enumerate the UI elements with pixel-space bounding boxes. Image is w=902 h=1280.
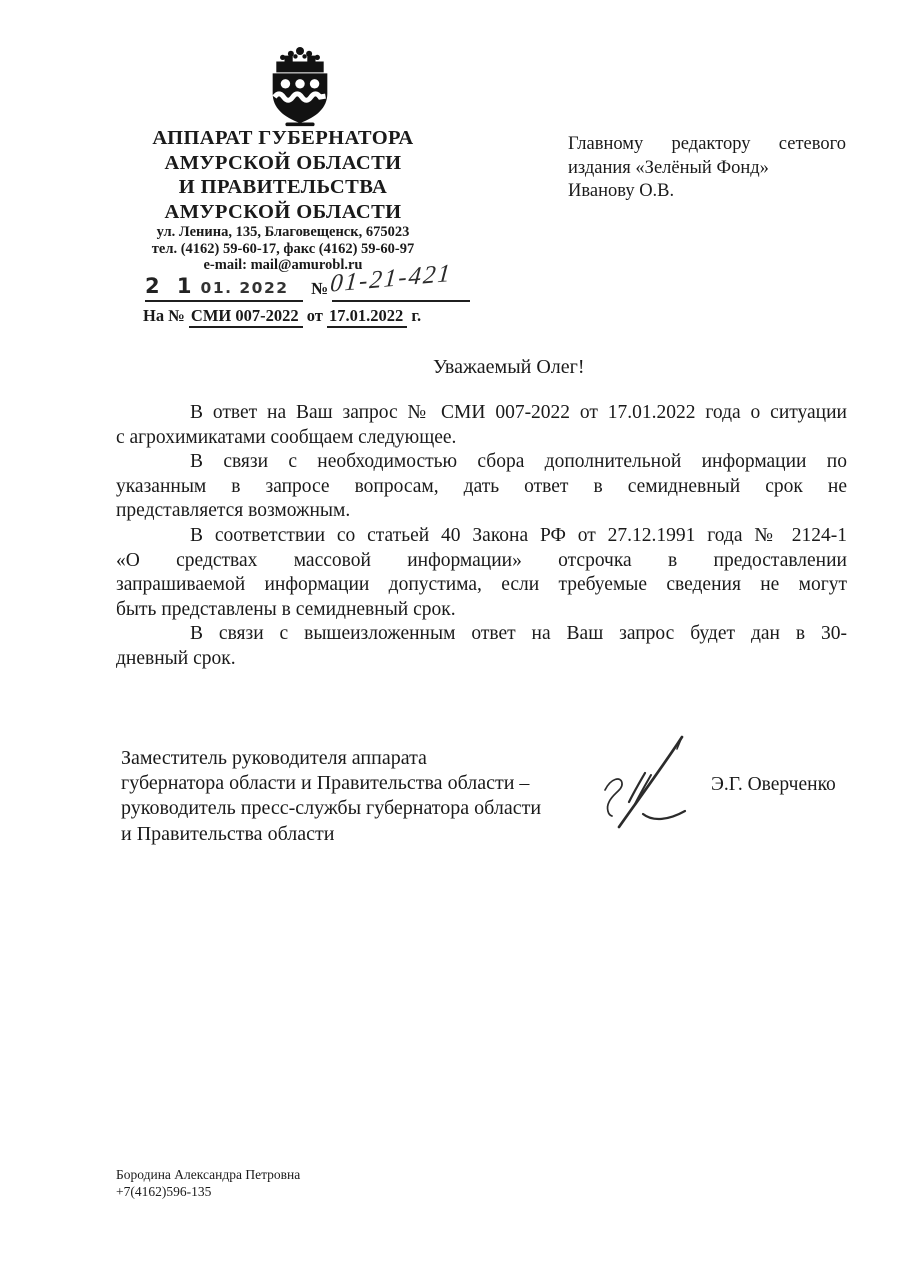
paragraph-line: с агрохимикатами сообщаем следующее. <box>116 426 457 448</box>
paragraph-line: представляется возможным. <box>116 500 351 522</box>
text-line: АМУРСКОЙ ОБЛАСТИ <box>164 151 402 174</box>
text-line: Главному редактору сетевого <box>568 134 846 154</box>
ref-date: 17.01.2022 <box>327 306 407 328</box>
text-line: губернатора области и Правительства области – <box>121 772 530 795</box>
paragraph <box>116 450 847 524</box>
text-line: и Правительства области <box>121 822 335 845</box>
text-line: руководитель пресс-службы губернатора области <box>121 797 542 820</box>
ref-g: г. <box>411 306 422 325</box>
ref-number: СМИ 007-2022 <box>189 306 303 328</box>
outgoing-number-handwritten: 01-21-421 <box>329 259 454 298</box>
phone-fax-line: тел. (4162) 59-60-17, факс (4162) 59-60-97 <box>151 240 415 257</box>
organization-name <box>100 126 466 224</box>
amur-coat-of-arms-icon <box>253 46 347 128</box>
paragraph-line: быть представлены в семидневный срок. <box>116 598 456 620</box>
outgoing-number-field <box>329 259 470 302</box>
text-line: Заместитель руководителя аппарата <box>121 747 427 769</box>
ref-label: На № <box>143 306 185 325</box>
paragraph-line: В ответ на Ваш запрос № СМИ 007-2022 от 17.01.2022 года о ситуации <box>190 402 847 423</box>
text-line: Иванову О.В. <box>568 181 675 201</box>
paragraph-line: «О средствах массовой информации» отсрочка в предоставлении <box>116 549 847 571</box>
date-stamp <box>145 274 303 302</box>
email-line: e-mail: mail@amurobl.ru <box>203 257 363 273</box>
addressee-block <box>568 133 846 204</box>
handwritten-signature-icon <box>592 730 714 830</box>
salutation: Уважаемый Олег! <box>433 356 585 378</box>
paragraph-line: дневный срок. <box>116 647 236 669</box>
number-sign: № <box>311 279 329 298</box>
text-line: издания «Зелёный Фонд» <box>568 157 769 178</box>
date-stamp-month-year: 01. 2022 <box>200 279 289 297</box>
ref-ot: от <box>306 306 323 325</box>
signatory-title <box>121 746 601 847</box>
signatory-name: Э.Г. Оверченко <box>711 774 836 795</box>
text-line: И ПРАВИТЕЛЬСТВА <box>178 176 388 198</box>
paragraph-line: В связи с вышеизложенным ответ на Ваш запрос будет дан в 30- <box>190 623 847 645</box>
paragraph <box>116 622 847 671</box>
date-stamp-day: 2 1 <box>145 274 197 298</box>
text-line: АМУРСКОЙ ОБЛАСТИ <box>164 200 402 223</box>
paragraph-line: указанным в запросе вопросам, дать ответ в семидневный срок не <box>116 475 847 497</box>
reference-line <box>143 306 421 326</box>
text-line: АППАРАТ ГУБЕРНАТОРА <box>152 127 414 149</box>
paragraph <box>116 524 847 622</box>
paragraph-line: запрашиваемой информации допустима, если требуемые сведения не могут <box>116 574 847 596</box>
paragraph <box>116 401 847 450</box>
executor-phone: +7(4162)596-135 <box>116 1183 212 1199</box>
address-line: ул. Ленина, 135, Благовещенск, 675023 <box>156 224 410 240</box>
paragraph-line: В связи с необходимостью сбора дополнительной информации по <box>190 451 847 473</box>
executor-name: Бородина Александра Петровна <box>116 1167 301 1182</box>
paragraph-line: В соответствии со статьей 40 Закона РФ от 27.12.1991 года № 2124-1 <box>190 524 847 546</box>
letter-body <box>116 401 847 672</box>
executor-block <box>116 1167 300 1200</box>
